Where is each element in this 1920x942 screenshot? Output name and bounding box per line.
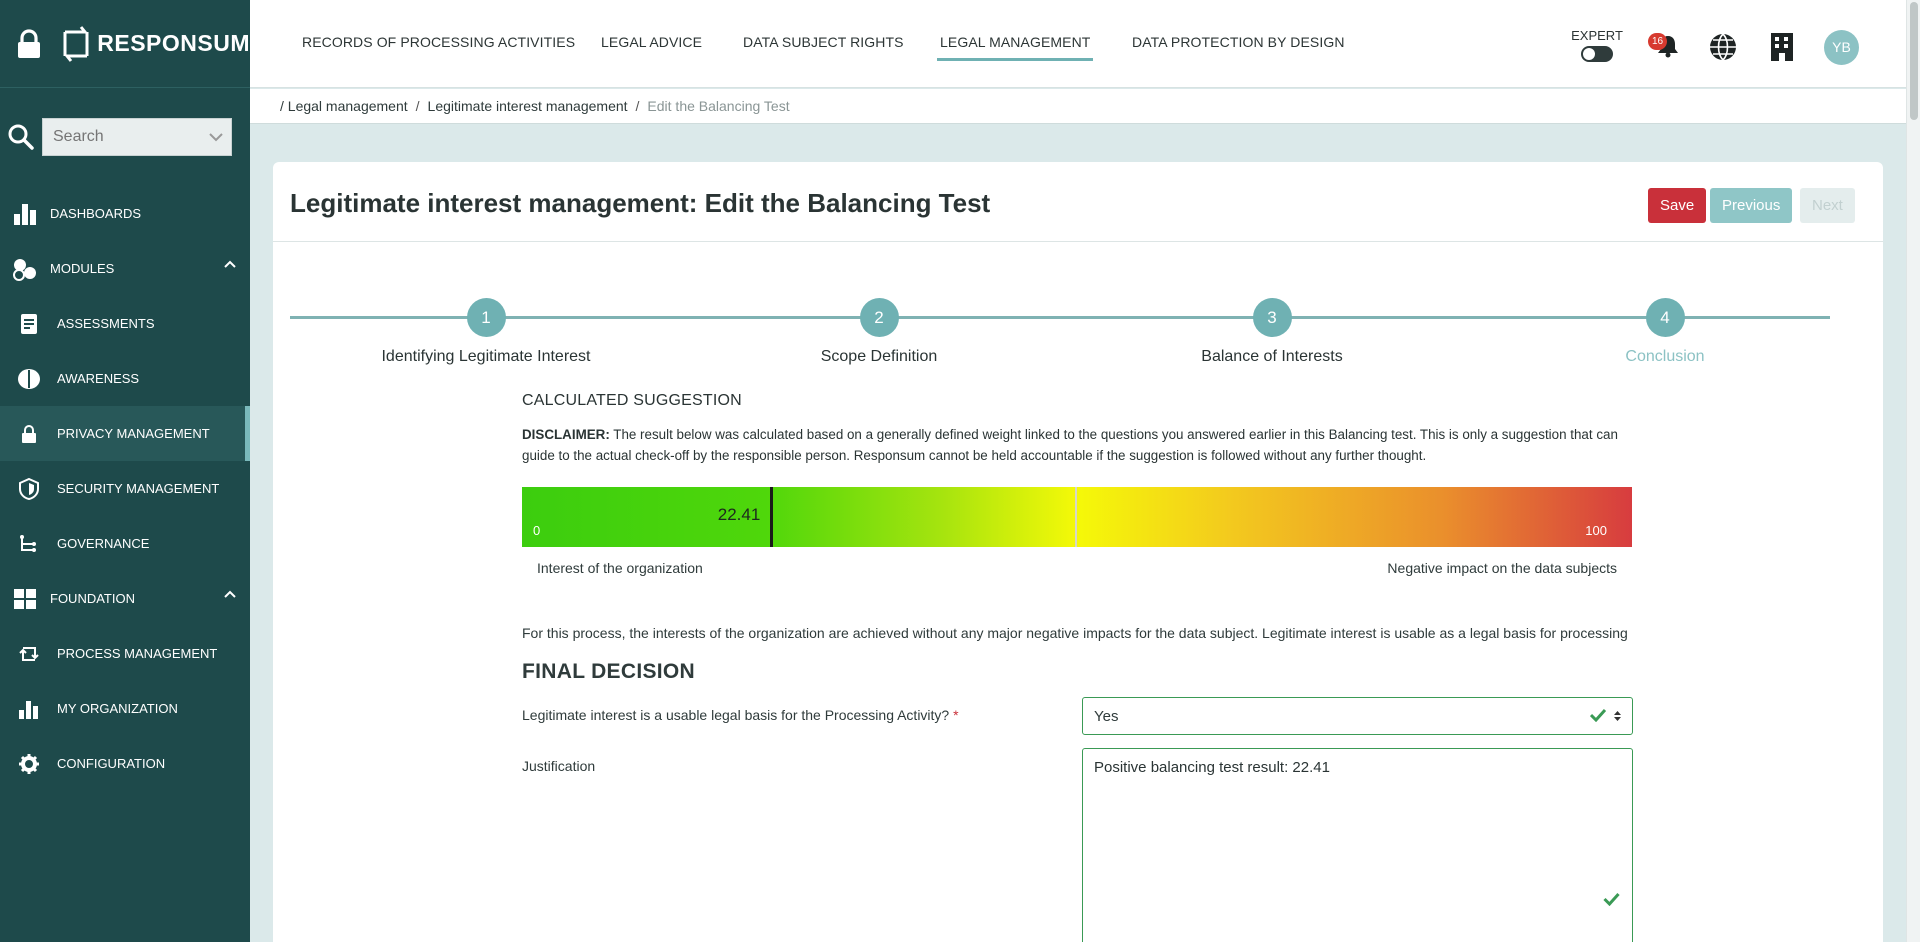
conclusion-content (522, 392, 1632, 774)
card-header (273, 162, 1883, 242)
sidebar-item-security-management[interactable] (0, 461, 250, 516)
topnav-data-subject-rights[interactable]: DATA SUBJECT RIGHTS (743, 34, 904, 50)
brain-icon (0, 368, 57, 390)
topnav-legal-advice[interactable]: LEGAL ADVICE (601, 34, 703, 50)
breadcrumb-legal-management[interactable]: / Legal management (280, 98, 408, 114)
step-1[interactable] (336, 298, 636, 366)
step-4[interactable] (1515, 298, 1815, 366)
sidebar-item-foundation[interactable] (0, 571, 250, 626)
logo-bar (0, 0, 250, 88)
question-text: Legitimate interest is a usable legal basis for the Processing Activity? (522, 707, 950, 723)
wizard-stepper (290, 298, 1868, 365)
step-number: 1 (467, 298, 506, 337)
check-icon (1590, 708, 1606, 722)
gauge-max: 100 (1585, 523, 1607, 538)
calculated-suggestion-title: CALCULATED SUGGESTION (522, 392, 742, 409)
step-label: Identifying Legitimate Interest (381, 348, 591, 365)
chevron-down-icon[interactable] (209, 132, 223, 142)
sidebar-item-label: GOVERNANCE (57, 536, 150, 551)
step-label: Balance of Interests (1201, 348, 1343, 365)
gauge-left-label: Interest of the organization (537, 560, 703, 576)
topnav-records-of-processing[interactable]: RECORDS OF PROCESSING ACTIVITIES (302, 34, 576, 50)
sidebar-item-awareness[interactable] (0, 351, 250, 406)
sidebar-item-governance[interactable] (0, 516, 250, 571)
globe-icon[interactable] (1708, 32, 1738, 62)
lock-icon[interactable] (0, 29, 57, 59)
next-button[interactable]: Next (1800, 188, 1855, 223)
sidebar (0, 0, 250, 942)
legal-basis-select[interactable] (1082, 697, 1633, 735)
step-number: 2 (860, 298, 899, 337)
sidebar-item-label: MODULES (50, 261, 115, 276)
shield-icon (0, 478, 57, 500)
save-button[interactable]: Save (1648, 188, 1706, 223)
legal-basis-question-label (522, 707, 959, 723)
topnav-data-protection-by-design[interactable]: DATA PROTECTION BY DESIGN (1132, 34, 1345, 50)
step-3[interactable] (1122, 298, 1422, 366)
balance-gauge (522, 487, 1632, 547)
gauge-score: 22.41 (717, 505, 761, 524)
org-chart-icon (0, 698, 57, 720)
sidebar-item-label: ASSESSMENTS (57, 316, 155, 331)
sidebar-item-modules[interactable] (0, 241, 250, 296)
step-number: 4 (1646, 298, 1685, 337)
sidebar-item-my-organization[interactable] (0, 681, 250, 736)
sidebar-item-configuration[interactable] (0, 736, 250, 791)
check-icon (1603, 892, 1620, 906)
sidebar-item-label: MY ORGANIZATION (57, 701, 178, 716)
sidebar-item-label: PROCESS MANAGEMENT (57, 646, 218, 661)
building-icon[interactable] (1770, 32, 1794, 62)
justification-label: Justification (522, 758, 596, 774)
sidebar-item-process-management[interactable] (0, 626, 250, 681)
sidebar-item-dashboards[interactable] (0, 186, 250, 241)
disclaimer (522, 424, 1632, 466)
breadcrumb (250, 89, 1906, 124)
search-icon (8, 124, 34, 150)
required-mark: * (953, 707, 959, 723)
justification-textarea[interactable] (1082, 748, 1633, 942)
brand-logo[interactable] (57, 24, 250, 64)
notification-badge: 16 (1648, 33, 1667, 50)
top-navigation (250, 0, 1906, 88)
process-icon (0, 644, 57, 664)
governance-icon (0, 534, 57, 554)
suggestion-result-text: For this process, the interests of the organization are achieved without any major negative impacts for the data subject. Legitimate interest is usable as a legal basis for processing (522, 625, 1628, 641)
chevron-up-icon[interactable] (224, 260, 236, 268)
sidebar-item-label: FOUNDATION (50, 591, 135, 606)
scroll-thumb[interactable] (1910, 2, 1918, 120)
step-2[interactable] (729, 298, 1029, 366)
brand-name: RESPONSUM (97, 30, 250, 56)
expert-toggle[interactable] (1570, 28, 1624, 62)
breadcrumb-legitimate-interest[interactable]: Legitimate interest management (427, 98, 628, 114)
final-decision-title: FINAL DECISION (522, 660, 695, 683)
bar-chart-icon (0, 202, 50, 226)
search-row (0, 88, 250, 186)
breadcrumb-separator: / (635, 98, 640, 114)
grid-icon (0, 588, 50, 610)
breadcrumb-separator: / (415, 98, 420, 114)
page-scrollbar[interactable] (1906, 0, 1920, 942)
responsum-logo-icon (57, 24, 95, 64)
selected-value: Yes (1094, 707, 1119, 725)
expert-label: EXPERT (1571, 28, 1623, 43)
search-field[interactable] (53, 128, 203, 146)
step-label: Scope Definition (820, 348, 938, 365)
sidebar-item-privacy-management[interactable] (0, 406, 250, 461)
sidebar-item-assessments[interactable] (0, 296, 250, 351)
assessment-icon (0, 312, 57, 336)
step-number: 3 (1253, 298, 1292, 337)
main-card (273, 162, 1883, 942)
lock-icon (0, 424, 57, 444)
disclaimer-text: The result below was calculated based on a generally defined weight linked to the questions you answered earlier in this Balancing test. This is only a suggestion that can guide to the actual check-off by the responsible person. Responsum cannot be held accountable if the suggestion is followed without any further thought. (522, 427, 1618, 463)
sidebar-item-label: DASHBOARDS (50, 206, 142, 221)
breadcrumb-current: Edit the Balancing Test (647, 98, 790, 114)
toggle-switch[interactable] (1581, 46, 1613, 62)
previous-button[interactable]: Previous (1710, 188, 1792, 223)
avatar[interactable]: YB (1824, 30, 1859, 65)
page-title: Legitimate interest management: Edit the Balancing Test (290, 188, 991, 218)
disclaimer-label: DISCLAIMER: (522, 427, 610, 442)
topnav-legal-management[interactable]: LEGAL MANAGEMENT (940, 34, 1091, 50)
step-label: Conclusion (1625, 348, 1705, 365)
gauge-midline (1075, 487, 1077, 547)
gauge-min: 0 (533, 523, 541, 538)
gauge-right-label: Negative impact on the data subjects (1387, 560, 1617, 576)
sidebar-item-label: PRIVACY MANAGEMENT (57, 426, 210, 441)
search-input[interactable] (42, 118, 232, 156)
select-arrows-icon (1613, 709, 1622, 723)
modules-icon (0, 257, 50, 281)
chevron-up-icon[interactable] (224, 590, 236, 598)
gear-icon (0, 753, 57, 775)
sidebar-item-label: AWARENESS (57, 371, 140, 386)
gauge-marker (770, 487, 773, 547)
sidebar-item-label: CONFIGURATION (57, 756, 166, 771)
sidebar-item-label: SECURITY MANAGEMENT (57, 481, 220, 496)
